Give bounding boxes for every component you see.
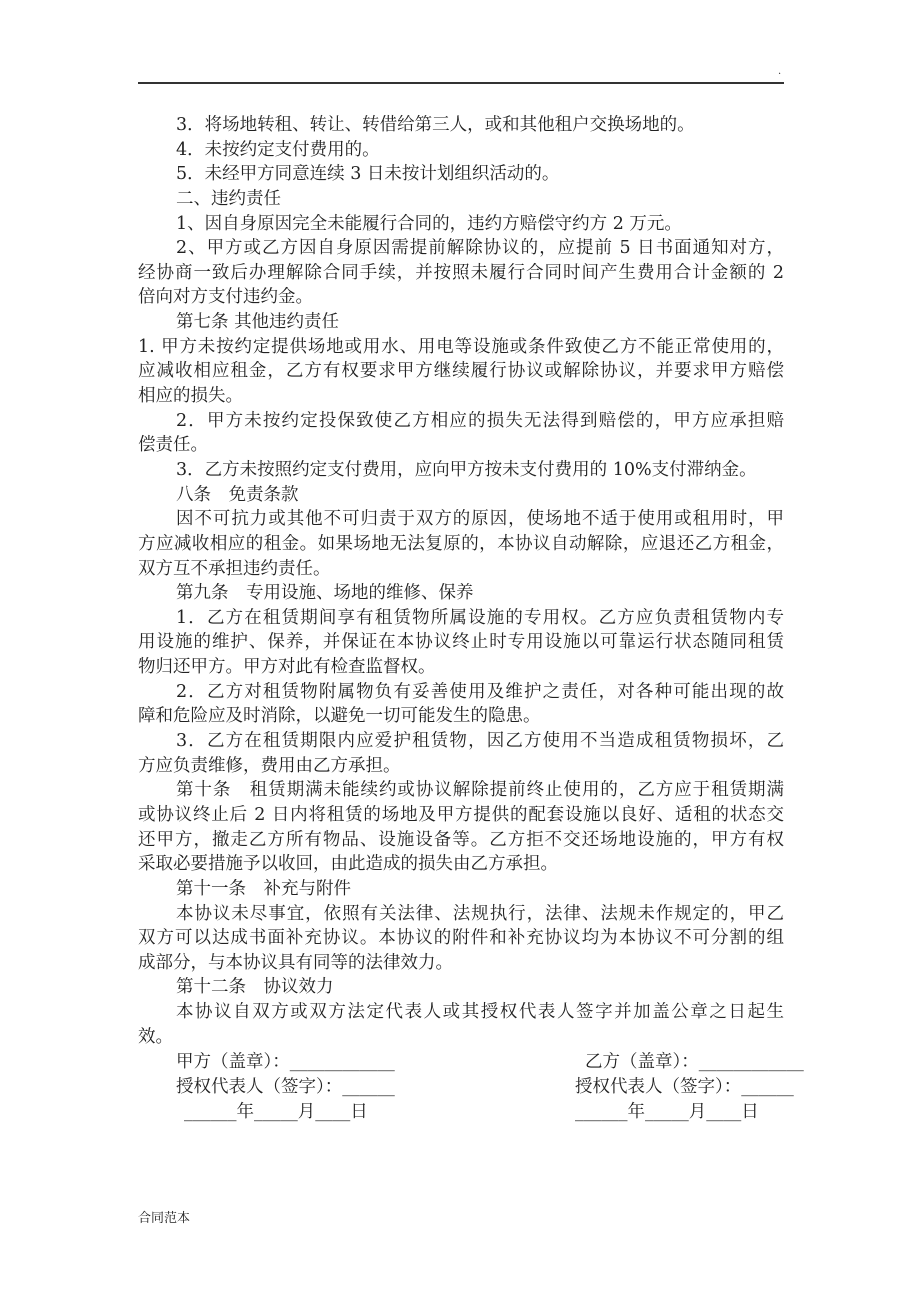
text-line: 还甲方，撤走乙方所有物品、设施设备等。乙方拒不交还场地设施的，甲方有权 <box>138 829 784 850</box>
text-line: 倍向对方支付违约金。 <box>138 287 313 308</box>
text-line: 物归还甲方。甲方对此有检查监督权。 <box>138 657 436 678</box>
footer-label: 合同范本 <box>138 1211 191 1226</box>
text-line: 双方可以达成书面补充协议。本协议的附件和补充协议均为本协议不可分割的组 <box>138 928 784 949</box>
text-line: 二、违约责任 <box>176 188 281 209</box>
text-line: 因不可抗力或其他不可归责于双方的原因，使场地不适于使用或租用时，甲 <box>176 509 784 530</box>
text-line: 效。 <box>138 1026 173 1047</box>
text-line: 1. 甲方未按约定提供场地或用水、用电等设施或条件致使乙方不能正常使用的， <box>138 336 784 357</box>
text-line: 2．甲方未按约定投保致使乙方相应的损失无法得到赔偿的，甲方应承担赔 <box>176 410 784 431</box>
party-a-rep: 授权代表人（签字）：______ <box>176 1077 395 1097</box>
party-a-seal: 甲方（盖章）：____________ <box>176 1052 395 1072</box>
header-mark: . <box>778 66 782 77</box>
party-a-date: ______年_____月____日 <box>184 1102 368 1122</box>
party-b-date: ______年_____月____日 <box>575 1102 759 1122</box>
text-line: 3．乙方在租赁期限内应爱护租赁物，因乙方使用不当造成租赁物损坏，乙 <box>176 731 784 752</box>
text-line: 2．乙方对租赁物附属物负有妥善使用及维护之责任，对各种可能出现的故 <box>176 681 784 702</box>
text-line: 方应负责维修，费用由乙方承担。 <box>138 755 401 776</box>
text-line: 或协议终止后 2 日内将租赁的场地及甲方提供的配套设施以良好、适租的状态交 <box>138 804 784 825</box>
party-b-rep: 授权代表人（签字）：______ <box>575 1077 794 1097</box>
text-line: 双方互不承担违约责任。 <box>138 558 331 579</box>
text-line: 第十条 租赁期满未能续约或协议解除提前终止使用的，乙方应于租赁期满 <box>176 780 784 801</box>
text-line: 第十一条 补充与附件 <box>176 878 351 899</box>
text-line: 用设施的维护、保养，并保证在本协议终止时专用设施以可靠运行状态随同租赁 <box>138 632 784 653</box>
text-line: 应减收相应租金，乙方有权要求甲方继续履行协议或解除协议，并要求甲方赔偿 <box>138 361 784 382</box>
text-line: 1．乙方在租赁期间享有租赁物所属设施的专用权。乙方应负责租赁物内专 <box>176 607 784 628</box>
text-line: 成部分，与本协议具有同等的法律效力。 <box>138 952 453 973</box>
contract-body <box>138 113 784 1049</box>
text-line: 相应的损失。 <box>138 386 243 407</box>
text-line: 障和危险应及时消除，以避免一切可能发生的隐患。 <box>138 706 541 727</box>
text-line: 第九条 专用设施、场地的维修、保养 <box>176 583 474 604</box>
party-b-seal: 乙方（盖章）：____________ <box>585 1052 804 1072</box>
text-line: 经协商一致后办理解除合同手续，并按照未履行合同时间产生费用合计金额的 2 <box>138 262 784 283</box>
text-line: 偿责任。 <box>138 435 208 456</box>
text-line: 第十二条 协议效力 <box>176 977 334 998</box>
text-line: 方应减收相应的租金。如果场地无法复原的，本协议自动解除，应退还乙方租金， <box>138 533 784 554</box>
text-line: 3．将场地转租、转让、转借给第三人，或和其他租户交换场地的。 <box>176 115 695 135</box>
text-line: 本协议自双方或双方法定代表人或其授权代表人签字并加盖公章之日起生 <box>176 1002 784 1023</box>
text-line: 2、甲方或乙方因自身原因需提前解除协议的，应提前 5 日书面通知对方， <box>176 238 784 259</box>
text-line: 第七条 其他违约责任 <box>176 312 340 333</box>
text-line: 5．未经甲方同意连续 3 日未按计划组织活动的。 <box>176 164 560 185</box>
header-rule <box>138 82 784 84</box>
text-line: 3．乙方未按照约定支付费用，应向甲方按未支付费用的 10%支付滞纳金。 <box>176 459 757 480</box>
text-line: 本协议未尽事宜，依照有关法律、法规执行，法律、法规未作规定的，甲乙 <box>176 903 784 924</box>
text-line: 采取必要措施予以收回，由此造成的损失由乙方承担。 <box>138 854 558 875</box>
text-line: 八条 免责条款 <box>176 484 299 505</box>
text-line: 1、因自身原因完全未能履行合同的，违约方赔偿守约方 2 万元。 <box>176 213 682 234</box>
text-line: 4．未按约定支付费用的。 <box>176 139 380 160</box>
